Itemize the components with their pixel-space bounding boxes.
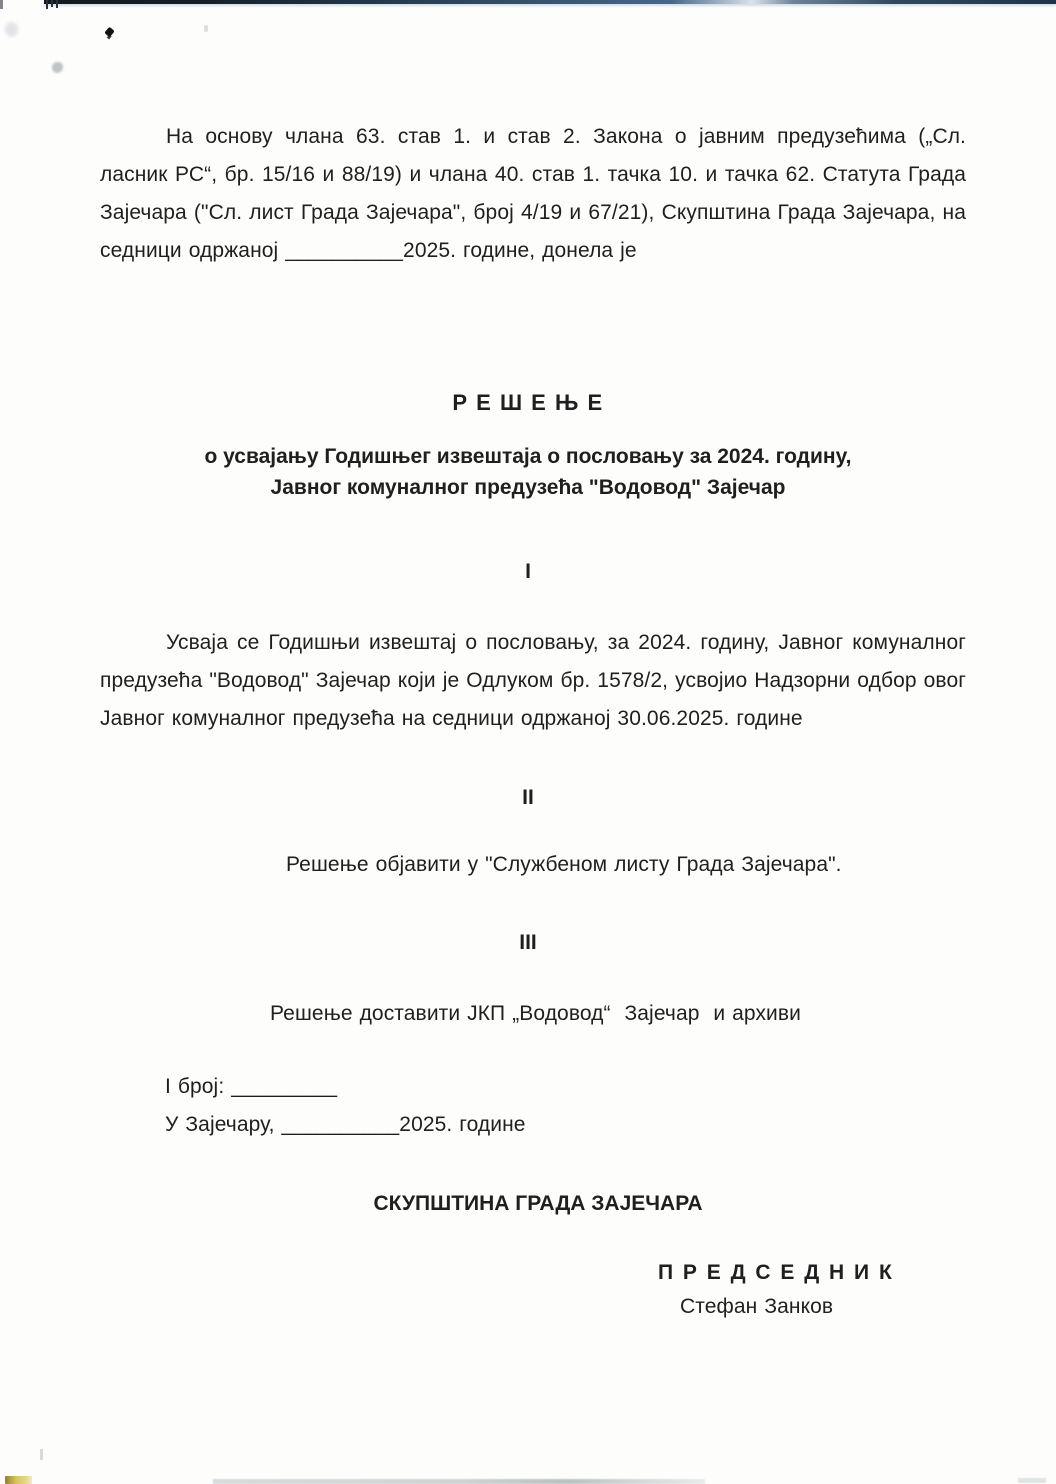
assembly-name: СКУПШТИНА ГРАДА ЗАЈЕЧАРА	[373, 1192, 703, 1215]
scan-bottom-yellow-mark	[5, 1476, 32, 1484]
section-1-paragraph: Усваја се Годишњи извештај о пословању, за 2024. годину, Јавног комуналног предузећа "Водовод" Зајечар који је Одлуком бр. 1578/2, усвојио Надзорни одбор овог Јавног комуналног предузећа на седници одржаној 30.06.2025. године	[100, 631, 966, 730]
scan-corner-mark	[0, 0, 3, 9]
scan-smudge	[52, 62, 63, 73]
scan-top-edge-line	[44, 0, 1056, 4]
section-1-numeral: I	[525, 560, 531, 583]
scan-bottom-speck	[40, 1449, 43, 1460]
subtitle-line-2: Јавног комуналног предузећа "Водовод" Зајечар	[270, 476, 786, 499]
scan-tick-icon	[56, 0, 58, 8]
scan-tick-icon	[51, 0, 53, 7]
subtitle-line-1: о усвајању Годишњег извештаја о пословању за 2024. годину,	[204, 445, 852, 468]
document-title: Р Е Ш Е Њ Е	[452, 390, 604, 415]
signature-title: П Р Е Д С Е Д Н И К	[658, 1261, 894, 1284]
signature-name: Стефан Занков	[680, 1295, 834, 1318]
scan-tick-icon	[46, 0, 48, 9]
scan-bottom-gray-streak	[213, 1479, 705, 1484]
scan-smudge-faint	[204, 25, 208, 32]
section-2-numeral: II	[522, 786, 534, 809]
document-subtitle	[0, 441, 1056, 503]
place-date-line: У Зајечару, __________2025. године	[165, 1113, 526, 1136]
intro-paragraph: На основу члана 63. став 1. и став 2. Закона о јавним предузећима („Сл. ласник РС“, бр. 15/16 и 88/19) и члана 40. став 1. тачка 10. и тачка 62. Статута Града Зајечара ("Сл. лист Града Зајечара", број 4/19 и 67/21), Скупштина Града Зајечара, на седници одржаној __________2025. године, донела је	[100, 125, 966, 262]
scan-corner-smudge	[5, 22, 18, 37]
scan-bottom-gray-streak-right	[1018, 1478, 1046, 1483]
section-3-numeral: III	[519, 931, 537, 954]
scan-ink-speck	[104, 27, 115, 38]
section-2-paragraph: Решење објавити у "Службеном листу Града Зајечара".	[286, 853, 842, 876]
section-3-paragraph: Решење доставити ЈКП „Водовод“ Зајечар и архиви	[270, 1002, 801, 1025]
reference-number-line: I број: _________	[165, 1075, 338, 1098]
